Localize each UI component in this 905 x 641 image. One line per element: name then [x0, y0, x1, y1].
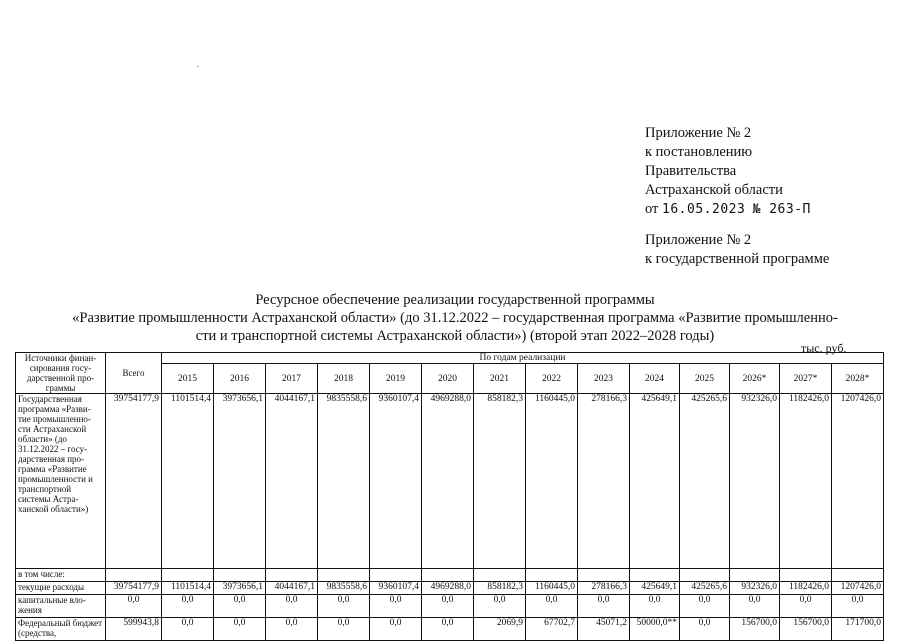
row-label: капитальные вло-жения	[16, 595, 106, 618]
year-header-cell: 2021	[474, 364, 526, 394]
year-value-cell: 932326,0	[730, 394, 780, 569]
year-value-cell: 0,0	[370, 618, 422, 641]
row-label: Государственная программа «Разви-тие промышленно-сти Астраханской области» (до 31.12.2022 – госу-дарственная про-грамма «Развитие промышленности и транспортной системы Астра-ханской области»)	[16, 394, 106, 569]
year-value-cell: 9835558,6	[318, 582, 370, 595]
year-value-cell: 0,0	[832, 595, 884, 618]
header-row	[16, 353, 884, 364]
year-value-cell	[680, 569, 730, 582]
year-value-cell: 9360107,4	[370, 394, 422, 569]
year-value-cell: 3973656,1	[214, 582, 266, 595]
year-value-cell: 1101514,4	[162, 394, 214, 569]
year-value-cell: 0,0	[214, 618, 266, 641]
year-header-cell: 2025	[680, 364, 730, 394]
row-label: Федеральный бюджет (средства,	[16, 618, 106, 641]
row-label: в том числе:	[16, 569, 106, 582]
table-row	[16, 595, 884, 618]
appendix-line: Правительства	[645, 163, 737, 179]
appendix-line: Приложение № 2	[645, 125, 752, 141]
year-value-cell: 0,0	[526, 595, 578, 618]
year-header-cell: 2020	[422, 364, 474, 394]
year-header-cell: 2024	[630, 364, 680, 394]
title-line: «Развитие промышленности Астраханской области» (до 31.12.2022 – государственная программа «Развитие промышленно-	[72, 310, 838, 326]
unit-label: тыс. руб.	[801, 341, 847, 355]
year-value-cell: 1182426,0	[780, 394, 832, 569]
year-value-cell	[266, 569, 318, 582]
year-value-cell: 0,0	[422, 618, 474, 641]
year-value-cell	[578, 569, 630, 582]
year-value-cell: 0,0	[680, 595, 730, 618]
document-title	[40, 291, 870, 345]
year-header-cell: 2019	[370, 364, 422, 394]
year-value-cell: 3973656,1	[214, 394, 266, 569]
row-total: 39754177,9	[106, 394, 162, 569]
appendix-date-line	[645, 200, 829, 219]
document-number: № 263-П	[752, 202, 811, 217]
year-header-cell: 2027*	[780, 364, 832, 394]
year-value-cell: 425649,1	[630, 582, 680, 595]
year-value-cell: 858182,3	[474, 582, 526, 595]
year-value-cell: 0,0	[780, 595, 832, 618]
year-value-cell: 0,0	[266, 618, 318, 641]
year-value-cell: 278166,3	[578, 582, 630, 595]
year-value-cell: 858182,3	[474, 394, 526, 569]
year-value-cell: 0,0	[266, 595, 318, 618]
year-value-cell	[214, 569, 266, 582]
appendix-line: Приложение № 2	[645, 232, 752, 248]
appendix-line: Астраханской области	[645, 182, 783, 198]
year-value-cell: 9360107,4	[370, 582, 422, 595]
funding-table	[15, 352, 884, 641]
year-value-cell	[422, 569, 474, 582]
year-value-cell: 50000,0**	[630, 618, 680, 641]
year-value-cell: 0,0	[680, 618, 730, 641]
table-row	[16, 394, 884, 569]
year-value-cell: 932326,0	[730, 582, 780, 595]
year-header-cell: 2015	[162, 364, 214, 394]
row-total: 599943,8	[106, 618, 162, 641]
year-value-cell: 1101514,4	[162, 582, 214, 595]
year-header-cell: 2022	[526, 364, 578, 394]
page-mark: .	[197, 60, 199, 69]
year-value-cell: 156700,0	[780, 618, 832, 641]
year-header-cell: 2026*	[730, 364, 780, 394]
header-total: Всего	[106, 353, 162, 394]
year-value-cell	[526, 569, 578, 582]
year-header-cell: 2017	[266, 364, 318, 394]
year-value-cell: 0,0	[214, 595, 266, 618]
title-line: Ресурсное обеспечение реализации государственной программы	[255, 292, 655, 308]
year-header-cell: 2028*	[832, 364, 884, 394]
table-row	[16, 582, 884, 595]
year-value-cell: 4044167,1	[266, 582, 318, 595]
year-value-cell: 4969288,0	[422, 582, 474, 595]
year-value-cell	[162, 569, 214, 582]
year-value-cell: 1160445,0	[526, 582, 578, 595]
year-value-cell: 278166,3	[578, 394, 630, 569]
year-value-cell: 156700,0	[730, 618, 780, 641]
year-value-cell: 0,0	[730, 595, 780, 618]
year-value-cell: 1160445,0	[526, 394, 578, 569]
row-total: 0,0	[106, 595, 162, 618]
year-value-cell: 1207426,0	[832, 582, 884, 595]
date-prefix: от	[645, 201, 659, 217]
year-header-cell: 2018	[318, 364, 370, 394]
year-value-cell: 0,0	[162, 618, 214, 641]
year-header-cell: 2016	[214, 364, 266, 394]
year-value-cell: 425265,6	[680, 394, 730, 569]
year-value-cell: 0,0	[162, 595, 214, 618]
year-value-cell: 0,0	[318, 618, 370, 641]
title-line: сти и транспортной системы Астраханской области») (второй этап 2022–2028 годы)	[195, 328, 715, 344]
appendix-line: к государственной программе	[645, 251, 830, 267]
year-value-cell: 0,0	[474, 595, 526, 618]
year-value-cell: 425649,1	[630, 394, 680, 569]
year-value-cell: 1207426,0	[832, 394, 884, 569]
row-total: 39754177,9	[106, 582, 162, 595]
year-value-cell: 0,0	[318, 595, 370, 618]
year-value-cell: 1182426,0	[780, 582, 832, 595]
year-value-cell	[780, 569, 832, 582]
year-value-cell	[730, 569, 780, 582]
header-years-group: По годам реализации	[162, 353, 884, 364]
year-value-cell	[832, 569, 884, 582]
year-value-cell	[474, 569, 526, 582]
year-value-cell	[318, 569, 370, 582]
year-value-cell: 67702,7	[526, 618, 578, 641]
year-value-cell: 4969288,0	[422, 394, 474, 569]
year-value-cell: 9835558,6	[318, 394, 370, 569]
year-value-cell	[370, 569, 422, 582]
document-date: 16.05.2023	[662, 202, 746, 217]
year-value-cell: 171700,0	[832, 618, 884, 641]
row-total	[106, 569, 162, 582]
appendix-line: к постановлению	[645, 144, 753, 160]
year-value-cell: 45071,2	[578, 618, 630, 641]
year-value-cell: 0,0	[578, 595, 630, 618]
year-value-cell: 0,0	[370, 595, 422, 618]
year-value-cell: 2069,9	[474, 618, 526, 641]
year-value-cell: 0,0	[630, 595, 680, 618]
year-value-cell: 425265,6	[680, 582, 730, 595]
year-value-cell	[630, 569, 680, 582]
row-label: текущие расходы	[16, 582, 106, 595]
year-value-cell: 0,0	[422, 595, 474, 618]
year-header-cell: 2023	[578, 364, 630, 394]
year-value-cell: 4044167,1	[266, 394, 318, 569]
table-row	[16, 618, 884, 641]
appendix-block	[645, 124, 829, 269]
header-source: Источники финан-сирования госу-дарственной про-граммы	[16, 353, 106, 394]
table-row	[16, 569, 884, 582]
